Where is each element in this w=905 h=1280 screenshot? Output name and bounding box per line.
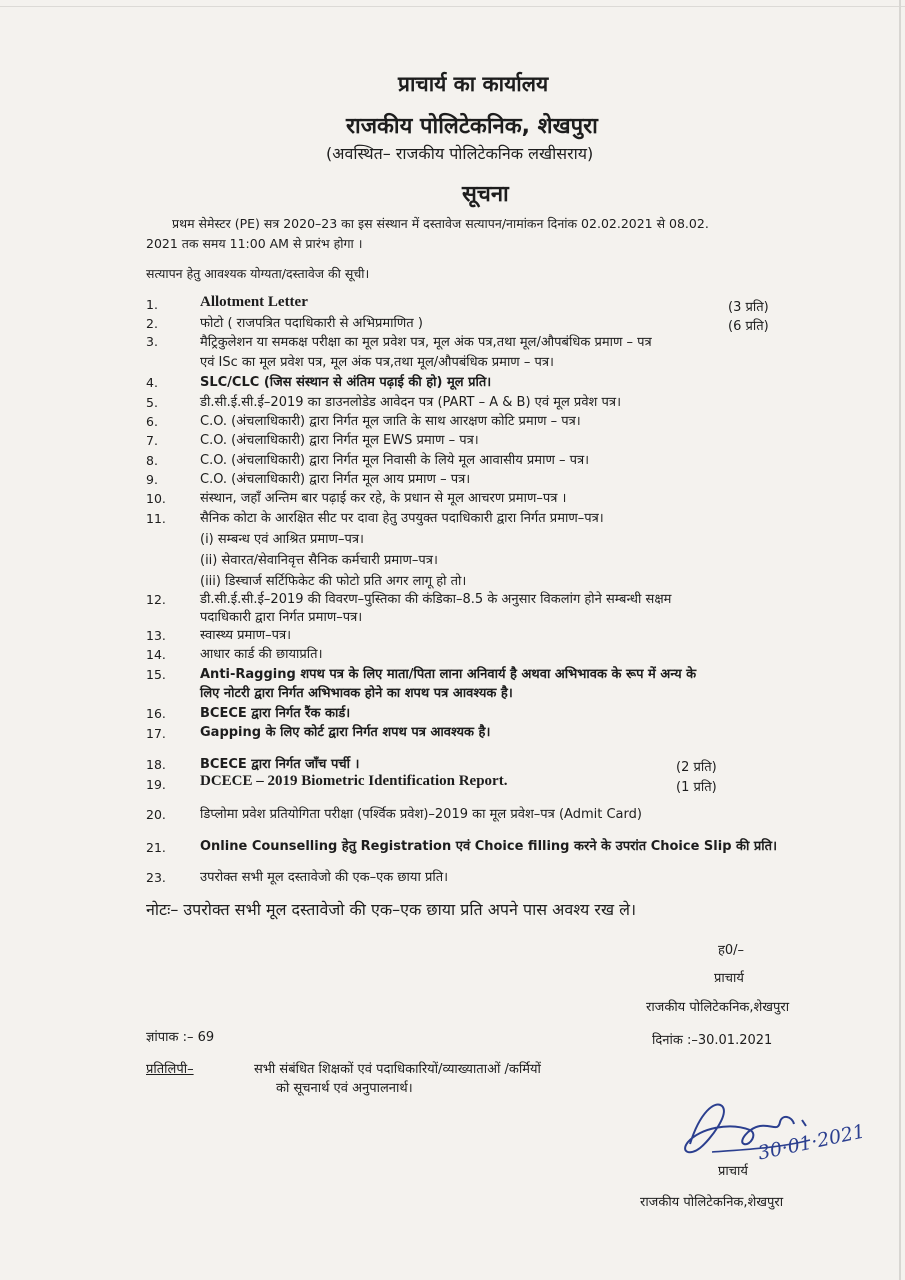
- list-item-number: 20.: [146, 807, 166, 822]
- list-item-number: 2.: [146, 316, 158, 331]
- signature-dot: [802, 1120, 806, 1126]
- note-text: नोटः– उपरोक्त सभी मूल दस्तावेजो की एक–एक छाया प्रति अपने पास अवश्य रख ले।: [146, 900, 637, 919]
- copy-to-line-1: सभी संबंधित शिक्षकों एवं पदाधिकारियों/व्याख्याताओं /कर्मियों: [254, 1062, 541, 1077]
- list-item-number: 7.: [146, 433, 158, 448]
- list-item-number: 23.: [146, 870, 166, 885]
- signed-mark: ह0/–: [718, 943, 745, 958]
- list-item-number: 11.: [146, 511, 166, 526]
- location-subheading: (अवस्थित– राजकीय पोलिटेकनिक लखीसराय): [326, 144, 594, 163]
- copy-to-line-2: को सूचनार्थ एवं अनुपालनार्थ।: [276, 1081, 413, 1096]
- list-item-copies: (3 प्रति): [728, 300, 769, 315]
- list-item-number: 18.: [146, 757, 166, 772]
- list-item-number: 13.: [146, 628, 166, 643]
- list-item-text: आधार कार्ड की छायाप्रति।: [200, 647, 323, 662]
- list-item-number: 8.: [146, 453, 158, 468]
- memo-number: ज्ञांपाक :– 69: [146, 1030, 215, 1045]
- list-item-number: 1.: [146, 297, 158, 312]
- list-item-copies: (2 प्रति): [676, 760, 717, 775]
- list-item-copies: (6 प्रति): [728, 319, 769, 334]
- institute-heading: राजकीय पोलिटेकनिक, शेखपुरा: [346, 114, 598, 139]
- list-item-text: BCECE द्वारा निर्गत रैंक कार्ड।: [200, 706, 351, 721]
- handwritten-date: 30·01·2021: [756, 1120, 867, 1165]
- footer-designation: प्राचार्य: [718, 1164, 748, 1179]
- list-item-text: Online Counselling हेतु Registration एवं Choice filling करने के उपरांत Choice Slip की प्रति।: [200, 839, 778, 854]
- list-item-text: BCECE द्वारा निर्गत जाँच पर्ची ।: [200, 757, 360, 772]
- list-item-text: डिप्लोमा प्रवेश प्रतियोगिता परीक्षा (पर्श्विक प्रवेश)–2019 का मूल प्रवेश–पत्र (Admit Card): [200, 807, 642, 822]
- list-item-text-line2: एवं ISc का मूल प्रवेश पत्र, मूल अंक पत्र,तथा मूल/औपबंधिक प्रमाण – पत्र।: [200, 355, 554, 370]
- signatory-institute: राजकीय पोलिटेकनिक,शेखपुरा: [646, 1000, 790, 1015]
- scan-top-edge: [0, 6, 905, 7]
- list-item-text: C.O. (अंचलाधिकारी) द्वारा निर्गत मूल EWS प्रमाण – पत्र।: [200, 433, 479, 448]
- list-item-text: Allotment Letter: [200, 294, 308, 310]
- list-item-number: 9.: [146, 472, 158, 487]
- signatory-designation: प्राचार्य: [714, 971, 744, 986]
- list-item-text: C.O. (अंचलाधिकारी) द्वारा निर्गत मूल आय प्रमाण – पत्र।: [200, 472, 471, 487]
- list-item-number: 10.: [146, 491, 166, 506]
- list-item-number: 14.: [146, 647, 166, 662]
- list-item-number: 4.: [146, 375, 158, 390]
- list-item-text: उपरोक्त सभी मूल दस्तावेजो की एक–एक छाया प्रति।: [200, 870, 449, 885]
- list-item-text: सैनिक कोटा के आरक्षित सीट पर दावा हेतु उपयुक्त पदाधिकारी द्वारा निर्गत प्रमाण–पत्र।: [200, 511, 604, 526]
- list-item-text: संस्थान, जहाँ अन्तिम बार पढ़ाई कर रहे, के प्रधान से मूल आचरण प्रमाण–पत्र ।: [200, 491, 567, 506]
- office-heading: प्राचार्य का कार्यालय: [398, 72, 549, 96]
- list-item-text-line1: डी.सी.ई.सी.ई–2019 की विवरण–पुस्तिका की कंडिका–8.5 के अनुसार विकलांग होने सम्बन्धी सक्षम: [200, 592, 672, 607]
- list-item-number: 15.: [146, 667, 166, 682]
- list-item-number: 12.: [146, 592, 166, 607]
- list-item-text: C.O. (अंचलाधिकारी) द्वारा निर्गत मूल जाति के साथ आरक्षण कोटि प्रमाण – पत्र।: [200, 414, 581, 429]
- list-item-text: Gapping के लिए कोर्ट द्वारा निर्गत शपथ पत्र आवश्यक है।: [200, 725, 491, 740]
- list-item-text-line1: मैट्रिकुलेशन या समकक्ष परीक्षा का मूल प्रवेश पत्र, मूल अंक पत्र,तथा मूल/औपबंधिक प्रमाण – पत्र: [200, 335, 652, 350]
- list-item-text: DCECE – 2019 Biometric Identification Report.: [200, 773, 508, 789]
- memo-date: दिनांक :–30.01.2021: [652, 1033, 773, 1048]
- notice-title: सूचना: [462, 182, 509, 207]
- list-item-number: 6.: [146, 414, 158, 429]
- list-item-number: 16.: [146, 706, 166, 721]
- intro-line-1: प्रथम सेमेस्टर (PE) सत्र 2020–23 का इस संस्थान में दस्तावेज सत्यापन/नामांकन दिनांक 02.02.2021 से 08.02.: [172, 216, 709, 231]
- list-item-text-line1: Anti-Ragging शपथ पत्र के लिए माता/पिता लाना अनिवार्य है अथवा अभिभावक के रूप में अन्य के: [200, 667, 697, 682]
- list-heading: सत्यापन हेतु आवश्यक योग्यता/दस्तावेज की सूची।: [146, 266, 370, 281]
- copy-to-label: प्रतिलिपी–: [146, 1062, 194, 1077]
- list-item-number: 17.: [146, 726, 166, 741]
- list-subitem: (i) सम्बन्ध एवं आश्रित प्रमाण–पत्र।: [200, 532, 364, 547]
- list-item-text: C.O. (अंचलाधिकारी) द्वारा निर्गत मूल निवासी के लिये मूल आवासीय प्रमाण – पत्र।: [200, 453, 590, 468]
- footer-institute: राजकीय पोलिटेकनिक,शेखपुरा: [640, 1195, 784, 1210]
- scan-right-edge: [899, 0, 901, 1280]
- list-item-text: फोटो ( राजपत्रित पदाधिकारी से अभिप्रमाणित ): [200, 316, 423, 331]
- list-item-text: SLC/CLC (जिस संस्थान से अंतिम पढ़ाई की हो) मूल प्रति।: [200, 375, 492, 390]
- list-item-text: स्वास्थ्य प्रमाण–पत्र।: [200, 628, 292, 643]
- list-subitem: (ii) सेवारत/सेवानिवृत्त सैनिक कर्मचारी प्रमाण–पत्र।: [200, 553, 438, 568]
- list-subitem: (iii) डिस्चार्ज सर्टिफिकेट की फोटो प्रति अगर लागू हो तो।: [200, 574, 467, 589]
- list-item-number: 5.: [146, 395, 158, 410]
- list-item-number: 21.: [146, 840, 166, 855]
- list-item-text: डी.सी.ई.सी.ई–2019 का डाउनलोडेड आवेदन पत्र (PART – A & B) एवं मूल प्रवेश पत्र।: [200, 395, 622, 410]
- list-item-text-line2: लिए नोटरी द्वारा निर्गत अभिभावक होने का शपथ पत्र आवश्यक है।: [200, 686, 513, 701]
- list-item-number: 3.: [146, 334, 158, 349]
- list-item-copies: (1 प्रति): [676, 780, 717, 795]
- list-item-text-line2: पदाधिकारी द्वारा निर्गत प्रमाण–पत्र।: [200, 610, 363, 625]
- list-item-number: 19.: [146, 777, 166, 792]
- intro-line-2: 2021 तक समय 11:00 AM से प्रारंभ होगा ।: [146, 236, 363, 251]
